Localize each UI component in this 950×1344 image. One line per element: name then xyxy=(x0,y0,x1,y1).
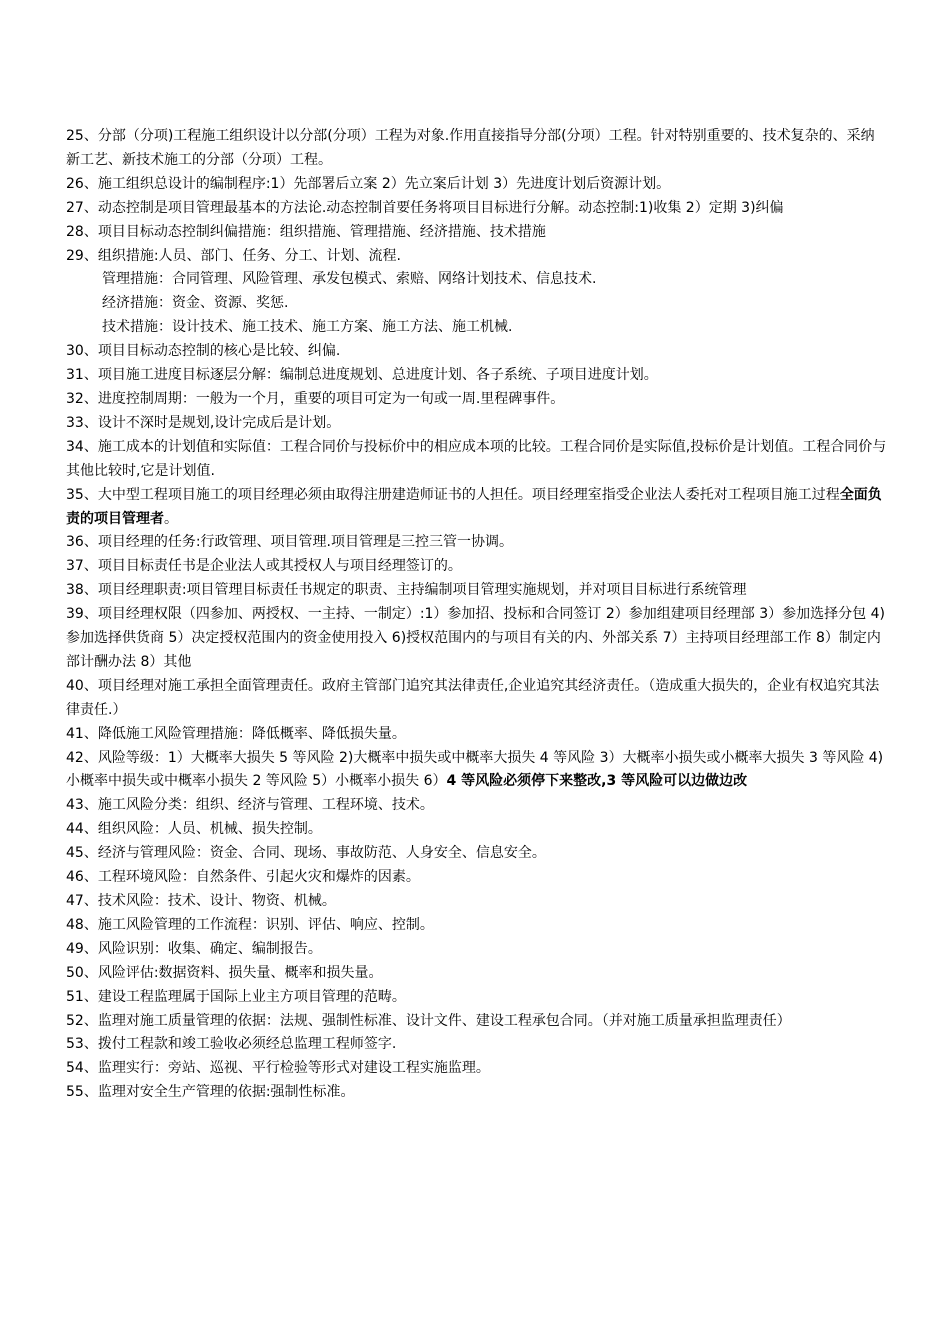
text-segment: 30、项目目标动态控制的核心是比较、纠偏. xyxy=(66,343,341,360)
paragraph-p30 xyxy=(66,340,888,364)
paragraph-p34 xyxy=(66,436,888,484)
paragraph-p42 xyxy=(66,747,888,795)
text-segment: 31、项目施工进度目标逐层分解：编制总进度规划、总进度计划、各子系统、子项目进度计划。 xyxy=(66,367,658,384)
text-segment: 38、项目经理职责:项目管理目标责任书规定的职责、主持编制项目管理实施规划，并对项目目标进行系统管理 xyxy=(66,582,747,599)
text-segment: 47、技术风险：技术、设计、物资、机械。 xyxy=(66,893,336,909)
paragraph-p55 xyxy=(66,1081,888,1105)
paragraph-p46 xyxy=(66,866,888,890)
paragraph-p25 xyxy=(66,125,888,173)
paragraph-p29b xyxy=(66,292,888,316)
text-segment: 29、组织措施:人员、部门、任务、分工、计划、流程. xyxy=(66,247,401,264)
paragraph-p36 xyxy=(66,531,888,555)
text-segment: 32、进度控制周期：一般为一个月，重要的项目可定为一旬或一周.里程碑事件。 xyxy=(66,390,565,407)
text-segment: 54、监理实行：旁站、巡视、平行检验等形式对建设工程实施监理。 xyxy=(66,1060,490,1077)
paragraph-p38 xyxy=(66,579,888,603)
paragraph-p51 xyxy=(66,986,888,1010)
paragraph-p27 xyxy=(66,197,888,221)
paragraph-p26 xyxy=(66,173,888,197)
paragraph-p32 xyxy=(66,388,888,412)
text-segment: 36、项目经理的任务:行政管理、项目管理.项目管理是三控三管一协调。 xyxy=(66,534,513,551)
paragraph-p40 xyxy=(66,675,888,723)
text-segment: 35、大中型工程项目施工的项目经理必须由取得注册建造师证书的人担任。项目经理室指受企业法人委托对工程项目施工过程 xyxy=(66,486,840,503)
text-segment: 51、建设工程监理属于国际上业主方项目管理的范畴。 xyxy=(66,988,406,1005)
paragraph-p44 xyxy=(66,818,888,842)
paragraph-p33 xyxy=(66,412,888,436)
text-segment: 经济措施：资金、资源、奖惩. xyxy=(102,295,289,312)
text-segment: 40、项目经理对施工承担全面管理责任。政府主管部门追究其法律责任,企业追究其经济责任。（造成重大损失的，企业有权追究其法律责任.） xyxy=(66,677,880,718)
text-segment: 41、降低施工风险管理措施：降低概率、降低损失量。 xyxy=(66,725,406,742)
bold-text: 全面负责的项目管理者 xyxy=(66,486,882,527)
paragraph-p47 xyxy=(66,890,888,914)
text-segment: 33、设计不深时是规划,设计完成后是计划。 xyxy=(66,414,341,431)
text-segment: 48、施工风险管理的工作流程：识别、评估、响应、控制。 xyxy=(66,916,434,933)
paragraph-p29a xyxy=(66,268,888,292)
text-segment: 。 xyxy=(164,510,178,527)
text-segment: 46、工程环境风险：自然条件、引起火灾和爆炸的因素。 xyxy=(66,869,420,886)
paragraph-p37 xyxy=(66,555,888,579)
text-segment: 52、监理对施工质量管理的依据：法规、强制性标准、设计文件、建设工程承包合同。（并对施工质量承担监理责任） xyxy=(66,1012,791,1029)
text-segment: 42、风险等级：1）大概率大损失 5 等风险 2)大概率中损失或中概率大损失 4 等风险 3）大概率小损失或小概率大损失 3 等风险 4)小概率中损失或中概率小损失 2 等风险 5）小概率小损失 6） xyxy=(66,749,884,790)
text-segment: 34、施工成本的计划值和实际值：工程合同价与投标价中的相应成本项的比较。工程合同价是实际值,投标价是计划值。工程合同价与其他比较时,它是计划值. xyxy=(66,438,887,479)
paragraph-p41 xyxy=(66,723,888,747)
paragraph-p31 xyxy=(66,364,888,388)
paragraph-p39 xyxy=(66,603,888,675)
paragraph-p28 xyxy=(66,221,888,245)
text-segment: 技术措施：设计技术、施工技术、施工方案、施工方法、施工机械. xyxy=(102,319,513,336)
document-body xyxy=(66,125,888,1105)
paragraph-p35 xyxy=(66,484,888,532)
paragraph-p54 xyxy=(66,1057,888,1081)
text-segment: 26、施工组织总设计的编制程序:1）先部署后立案 2）先立案后计划 3）先进度计划后资源计划。 xyxy=(66,175,671,192)
paragraph-p52 xyxy=(66,1010,888,1034)
paragraph-p43 xyxy=(66,794,888,818)
text-segment: 44、组织风险：人员、机械、损失控制。 xyxy=(66,821,322,838)
text-segment: 49、风险识别：收集、确定、编制报告。 xyxy=(66,940,322,957)
text-segment: 25、分部（分项)工程施工组织设计以分部(分项）工程为对象.作用直接指导分部(分项）工程。针对特别重要的、技术复杂的、采纳新工艺、新技术施工的分部（分项）工程。 xyxy=(66,128,875,168)
text-segment: 管理措施：合同管理、风险管理、承发包模式、索赔、网络计划技术、信息技术. xyxy=(102,271,597,288)
text-segment: 28、项目目标动态控制纠偏措施：组织措施、管理措施、经济措施、技术措施 xyxy=(66,223,546,240)
paragraph-p49 xyxy=(66,938,888,962)
text-segment: 55、监理对安全生产管理的依据:强制性标准。 xyxy=(66,1084,355,1101)
text-segment: 53、拨付工程款和竣工验收必须经总监理工程师签字. xyxy=(66,1036,397,1053)
text-segment: 37、项目目标责任书是企业法人或其授权人与项目经理签订的。 xyxy=(66,558,462,575)
text-segment: 39、项目经理权限（四参加、两授权、一主持、一制定）:1）参加招、投标和合同签订 2）参加组建项目经理部 3）参加选择分包 4)参加选择供货商 5）决定授权范围内的资金使用投入 6)授权范围内的与项目有关的内、外部关系 7）主持项目经理部工作 8）制定内部计酬办法 8）其他 xyxy=(66,606,885,670)
text-segment: 50、风险评估:数据资料、损失量、概率和损失量。 xyxy=(66,964,383,981)
paragraph-p48 xyxy=(66,914,888,938)
paragraph-p50 xyxy=(66,962,888,986)
text-segment: 43、施工风险分类：组织、经济与管理、工程环境、技术。 xyxy=(66,797,434,814)
paragraph-p45 xyxy=(66,842,888,866)
paragraph-p29c xyxy=(66,316,888,340)
text-segment: 27、动态控制是项目管理最基本的方法论.动态控制首要任务将项目目标进行分解。动态控制:1)收集 2）定期 3)纠偏 xyxy=(66,199,784,216)
bold-text: 4 等风险必须停下来整改,3 等风险可以边做边改 xyxy=(446,773,748,790)
text-segment: 45、经济与管理风险：资金、合同、现场、事故防范、人身安全、信息安全。 xyxy=(66,845,546,862)
paragraph-p53 xyxy=(66,1033,888,1057)
paragraph-p29 xyxy=(66,245,888,269)
